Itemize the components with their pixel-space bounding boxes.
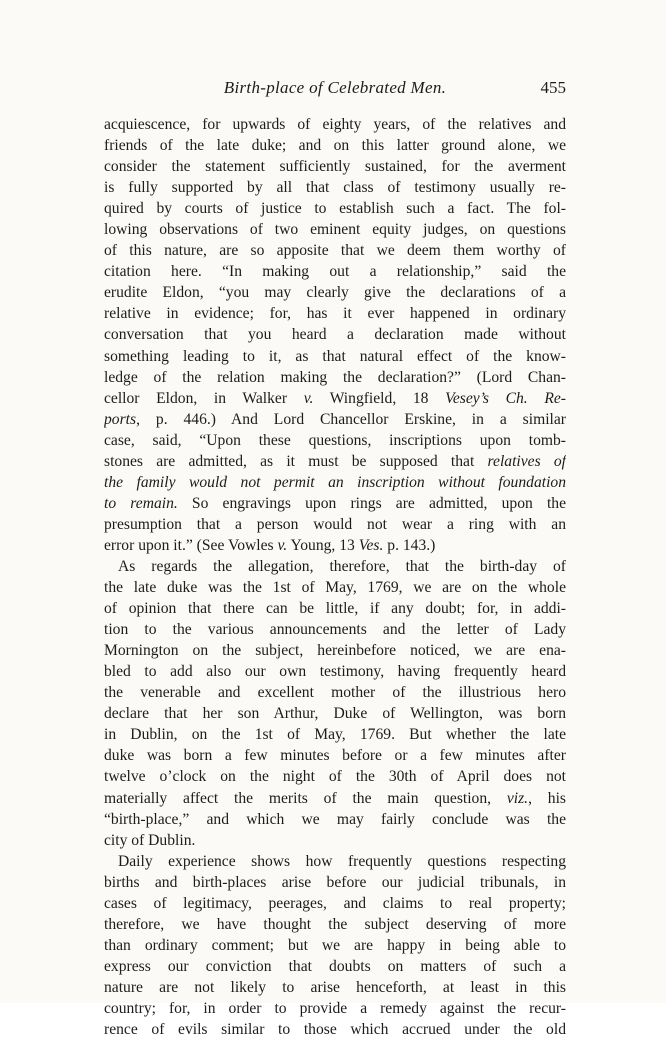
text-segment: “birth-place,” and which we may fairly conclude was the — [104, 810, 566, 828]
text-line — [104, 935, 566, 956]
text-segment: conversation that you heard a declaration made without — [104, 326, 566, 344]
text-line — [104, 156, 566, 177]
text-segment: something leading to it, as that natural effect of the know- — [104, 347, 566, 365]
text-segment: cellor Eldon, in Walker — [104, 389, 304, 407]
text-segment: quired by courts of justice to establish such a fact. The fol- — [104, 200, 566, 218]
text-segment: city of Dublin. — [104, 831, 196, 849]
text-segment: is fully supported by all that class of testimony usually re- — [104, 179, 566, 197]
text-line — [104, 640, 566, 661]
text-segment: As regards the allegation, therefore, that the birth-day of — [118, 557, 566, 575]
text-segment: lowing observations of two eminent equity judges, on questions — [104, 221, 566, 239]
text-line — [104, 851, 566, 872]
text-line — [104, 956, 566, 977]
text-segment: Wingfield, 18 — [313, 389, 446, 407]
text-line — [104, 409, 566, 430]
text-segment: , his — [528, 789, 566, 807]
text-line — [104, 872, 566, 893]
text-line — [104, 724, 566, 745]
text-line — [104, 430, 566, 451]
text-segment: citation here. “In making out a relationship,” said the — [104, 263, 566, 281]
text-segment: the late duke was the 1st of May, 1769, we are on the whole — [104, 579, 566, 597]
text-segment: nature are not likely to arise henceforth, at least in this — [104, 978, 566, 996]
text-line — [104, 809, 566, 830]
text-segment: rence of evils similar to those which accrued under the old — [104, 1021, 566, 1039]
text-line — [104, 303, 566, 324]
italic-text: v. — [303, 389, 314, 407]
text-line — [104, 261, 566, 282]
text-segment: relative in evidence; for, has it ever happened in ordinary — [104, 305, 566, 323]
text-line — [104, 114, 566, 135]
text-segment: consider the statement sufficiently sustained, for the averment — [104, 158, 566, 176]
text-segment: the venerable and excellent mother of the illustrious hero — [104, 684, 566, 702]
text-segment: bled to add also our own testimony, having frequently heard — [104, 663, 566, 681]
text-segment: stones are admitted, as it must be supposed that — [104, 452, 488, 470]
page-number: 455 — [540, 78, 566, 97]
text-segment: presumption that a person would not wear a ring with an — [104, 515, 566, 533]
text-segment: friends of the late duke; and on this latter ground alone, we — [104, 137, 566, 155]
italic-text: Vesey’s Ch. Re- — [445, 389, 566, 407]
text-segment: Young, 13 — [287, 536, 359, 554]
text-segment: express our conviction that doubts on matters of such a — [104, 957, 566, 975]
text-segment: erudite Eldon, “you may clearly give the declarations of a — [104, 284, 566, 302]
text-line — [104, 135, 566, 156]
text-segment: twelve o’clock on the night of the 30th of April does not — [104, 768, 566, 786]
text-segment: country; for, in order to provide a remedy against the recur- — [104, 999, 566, 1017]
italic-text: relatives of — [487, 452, 566, 470]
text-segment: tion to the various announcements and the letter of Lady — [104, 621, 566, 639]
text-line — [104, 556, 566, 577]
text-line — [104, 703, 566, 724]
text-line — [104, 177, 566, 198]
text-line — [104, 661, 566, 682]
text-segment: of opinion that there can be little, if any doubt; for, in addi- — [104, 600, 566, 618]
text-segment: duke was born a few minutes before or a few minutes after — [104, 747, 566, 765]
text-segment: cases of legitimacy, peerages, and claims to real property; — [104, 894, 566, 912]
text-line — [104, 346, 566, 367]
text-line — [104, 577, 566, 598]
text-segment: Mornington on the subject, hereinbefore noticed, we are ena- — [104, 642, 566, 660]
text-line — [104, 472, 566, 493]
text-segment: , p. 446.) And Lord Chancellor Erskine, in a similar — [136, 410, 566, 428]
text-line — [104, 682, 566, 703]
italic-text: viz. — [506, 789, 529, 807]
text-line — [104, 977, 566, 998]
text-line — [104, 598, 566, 619]
text-segment: So engravings upon rings are admitted, upon the — [177, 494, 566, 512]
text-line — [104, 493, 566, 514]
text-segment: materially affect the merits of the main question, — [104, 789, 507, 807]
text-line — [104, 788, 566, 809]
page-header — [104, 78, 566, 102]
text-line — [104, 535, 566, 556]
text-line — [104, 198, 566, 219]
text-segment: ledge of the relation making the declaration?” (Lord Chan- — [104, 368, 566, 386]
text-segment: acquiescence, for upwards of eighty years, of the relatives and — [104, 116, 566, 133]
text-segment: therefore, we have thought the subject deserving of more — [104, 915, 566, 933]
text-line — [104, 914, 566, 935]
text-line — [104, 240, 566, 261]
italic-text: ports — [104, 410, 137, 428]
italic-text: to remain. — [104, 494, 178, 512]
text-line — [104, 388, 566, 409]
text-line — [104, 745, 566, 766]
body-text — [104, 114, 566, 1040]
text-segment: declare that her son Arthur, Duke of Wellington, was born — [104, 705, 566, 723]
text-segment: of this nature, are so apposite that we deem them worthy of — [104, 242, 566, 260]
italic-text: Ves. — [358, 536, 384, 554]
text-segment: error upon it.” (See Vowles — [104, 536, 278, 554]
text-segment: case, said, “Upon these questions, inscriptions upon tomb- — [104, 431, 566, 449]
text-line — [104, 324, 566, 345]
text-segment: p. 143.) — [383, 536, 436, 554]
text-line — [104, 619, 566, 640]
italic-text: the family would not permit an inscription without foundation — [104, 473, 566, 491]
text-line — [104, 998, 566, 1019]
text-line — [104, 451, 566, 472]
italic-text: v. — [277, 536, 288, 554]
text-line — [104, 219, 566, 240]
running-title: Birth-place of Celebrated Men. — [223, 78, 447, 97]
text-segment: births and birth-places arise before our judicial tribunals, in — [104, 873, 566, 891]
text-line — [104, 893, 566, 914]
text-line — [104, 367, 566, 388]
text-line — [104, 282, 566, 303]
text-segment: Daily experience shows how frequently questions respecting — [118, 852, 566, 870]
text-line — [104, 1019, 566, 1040]
text-segment: than ordinary comment; but we are happy in being able to — [104, 936, 566, 954]
text-line — [104, 830, 566, 851]
text-segment: in Dublin, on the 1st of May, 1769. But whether the late — [104, 726, 566, 744]
text-line — [104, 766, 566, 787]
text-line — [104, 514, 566, 535]
